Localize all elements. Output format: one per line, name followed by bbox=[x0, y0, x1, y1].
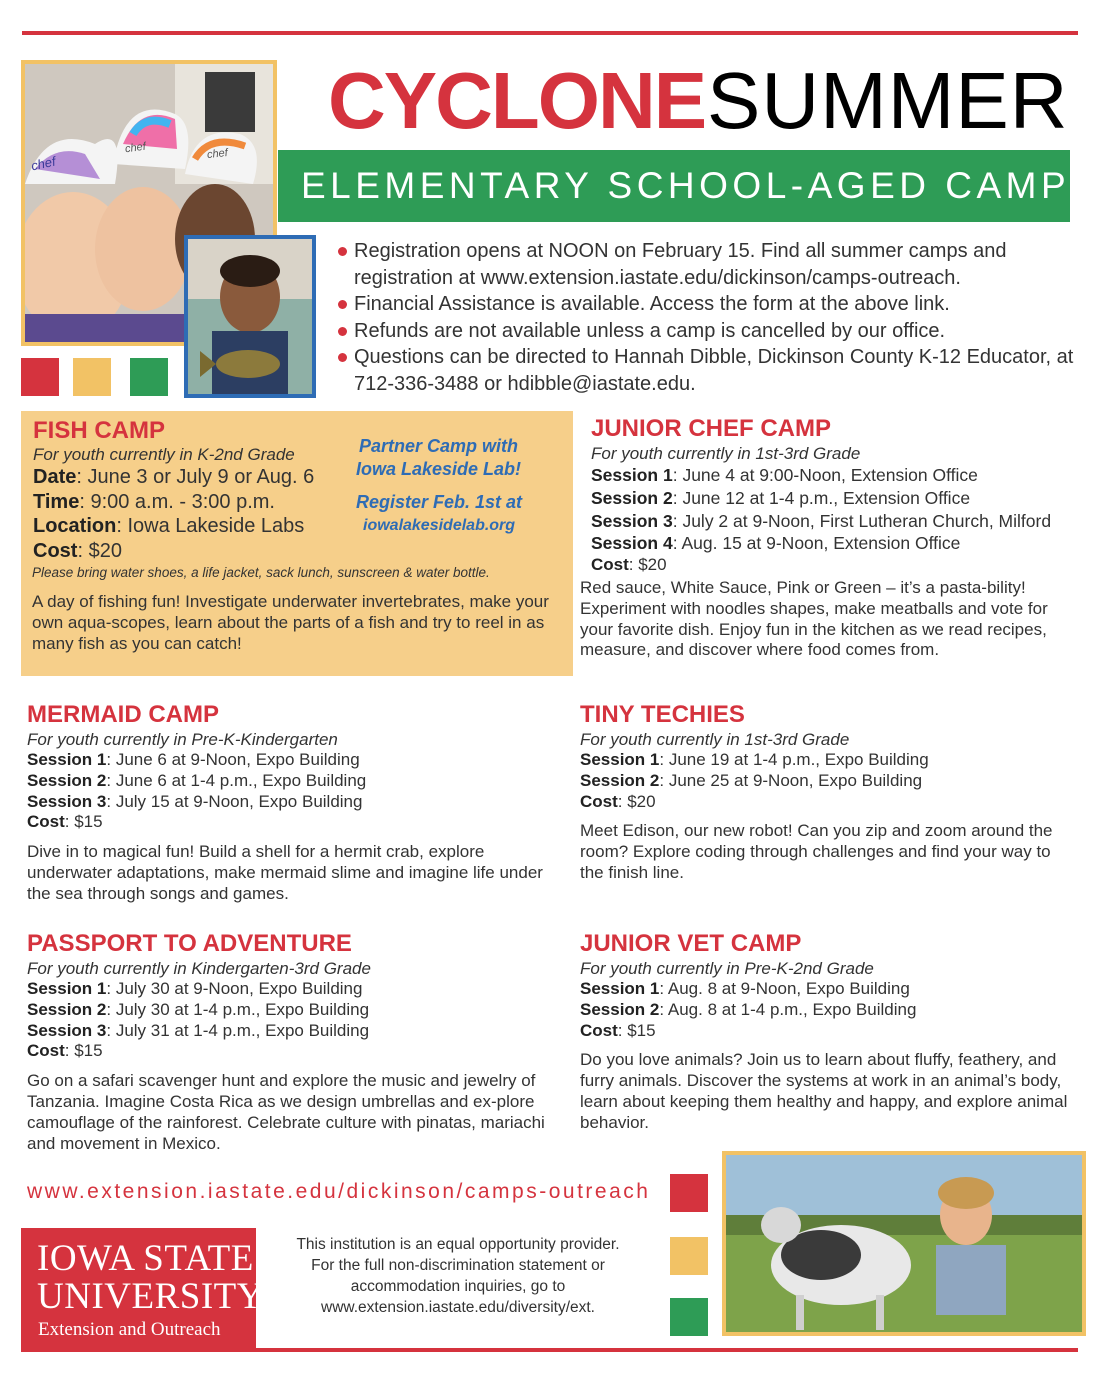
junior-vet-title: JUNIOR VET CAMP bbox=[580, 930, 802, 957]
bullet-financial: Financial Assistance is available. Access the form at the above link. bbox=[336, 291, 1076, 318]
mermaid-session-2: Session 2: June 6 at 1-4 p.m., Expo Building bbox=[27, 770, 367, 790]
mermaid-session-3: Session 3: July 15 at 9-Noon, Expo Building bbox=[27, 791, 363, 811]
passport-title: PASSPORT TO ADVENTURE bbox=[27, 930, 352, 957]
gold-square-bottom bbox=[670, 1237, 708, 1275]
bullet-questions: Questions can be directed to Hannah Dibble, Dickinson County K-12 Educator, at 712-336-3488 or hdibble@iastate.edu. bbox=[336, 344, 1076, 397]
info-bullets bbox=[336, 238, 1076, 397]
fish-camp-location: Location: Iowa Lakeside Labs bbox=[33, 515, 305, 537]
mermaid-desc: Dive in to magical fun! Build a shell for a hermit crab, explore underwater adaptations, make mermaid slime and imagine life under the sea through songs and games. bbox=[27, 842, 543, 903]
eq-line-2: For the full non-discrimination statement or bbox=[311, 1257, 605, 1274]
tiny-techies-title: TINY TECHIES bbox=[580, 701, 745, 728]
junior-vet-session-1: Session 1: Aug. 8 at 9-Noon, Expo Building bbox=[580, 979, 910, 998]
fish-camp-grade: For youth currently in K-2nd Grade bbox=[33, 445, 295, 464]
junior-chef-desc: Red sauce, White Sauce, Pink or Green – it’s a pasta-bility! Experiment with noodles shapes, make meatballs and vote for your favorite dish. Enjoy fun in the kitchen as we read recipes, measure, and discover where food comes from. bbox=[580, 578, 1048, 660]
green-square bbox=[130, 358, 168, 396]
passport-grade: For youth currently in Kindergarten-3rd Grade bbox=[27, 959, 371, 978]
red-square bbox=[21, 358, 59, 396]
equal-opportunity-statement bbox=[266, 1234, 650, 1318]
eq-line-1: This institution is an equal opportunity provider. bbox=[296, 1236, 620, 1253]
boy-goat-photo bbox=[722, 1151, 1086, 1336]
passport-cost: Cost: $15 bbox=[27, 1041, 103, 1061]
bottom-divider bbox=[22, 1348, 1078, 1352]
mermaid-section bbox=[27, 701, 557, 905]
eq-line-3: accommodation inquiries, go to bbox=[350, 1278, 566, 1295]
passport-session-3: Session 3: July 31 at 1-4 p.m., Expo Building bbox=[27, 1020, 370, 1040]
partner-callout bbox=[356, 435, 521, 481]
gold-square bbox=[73, 358, 111, 396]
passport-session-2: Session 2: July 30 at 1-4 p.m., Expo Building bbox=[27, 999, 370, 1019]
title-cyclone: CYCLONE bbox=[328, 56, 706, 145]
hat-label-1: chef bbox=[29, 153, 57, 174]
hat-label-3: chef bbox=[206, 146, 229, 162]
logo-line-2: UNIVERSITY bbox=[37, 1276, 264, 1317]
junior-vet-desc: Do you love animals? Join us to learn about fluffy, feathery, and furry animals. Discover the systems at work in an animal’s body, learn about keeping them healthy and happy, and explore animal behavior. bbox=[580, 1050, 1068, 1132]
title-summer: SUMMER bbox=[707, 56, 1069, 145]
fish-camp-note: Please bring water shoes, a life jacket, sack lunch, sunscreen & water bottle. bbox=[32, 565, 490, 580]
passport-session-1: Session 1: July 30 at 9-Noon, Expo Building bbox=[27, 979, 363, 998]
mermaid-title: MERMAID CAMP bbox=[27, 701, 219, 728]
fish-camp-desc: A day of fishing fun! Investigate underwater invertebrates, make your own aqua-scopes, learn about the parts of a fish and try to reel in as many fish as you can catch! bbox=[32, 592, 549, 653]
tiny-techies-session-1: Session 1: June 19 at 1-4 p.m., Expo Building bbox=[580, 750, 929, 769]
green-square-bottom bbox=[670, 1298, 708, 1336]
boy-fish-photo bbox=[184, 235, 316, 398]
junior-vet-cost: Cost: $15 bbox=[580, 1020, 656, 1040]
junior-chef-grade: For youth currently in 1st-3rd Grade bbox=[591, 444, 861, 463]
junior-chef-session-1: Session 1: June 4 at 9:00-Noon, Extension Office bbox=[591, 465, 978, 485]
junior-chef-title: JUNIOR CHEF CAMP bbox=[591, 415, 832, 442]
banner-elementary: ELEMENTARY SCHOOL-AGED CAMPS bbox=[278, 150, 1070, 222]
tiny-techies-section bbox=[580, 701, 1075, 884]
fish-camp-panel bbox=[21, 411, 573, 676]
register-line-2: iowalakesidelab.org bbox=[363, 517, 516, 534]
junior-vet-section bbox=[580, 930, 1075, 1134]
logo-line-3: Extension and Outreach bbox=[38, 1319, 221, 1340]
junior-chef-cost: Cost: $20 bbox=[591, 555, 667, 575]
junior-chef-session-3: Session 3: July 2 at 9-Noon, First Lutheran Church, Milford bbox=[591, 510, 1052, 531]
register-callout bbox=[356, 491, 522, 537]
hat-label-2: chef bbox=[124, 140, 147, 156]
mermaid-session-1: Session 1: June 6 at 9-Noon, Expo Building bbox=[27, 750, 360, 769]
mermaid-cost: Cost: $15 bbox=[27, 812, 103, 832]
junior-vet-session-2: Session 2: Aug. 8 at 1-4 p.m., Expo Building bbox=[580, 999, 917, 1019]
passport-section bbox=[27, 930, 567, 1154]
tiny-techies-desc: Meet Edison, our new robot! Can you zip and zoom around the room? Explore coding through challenges and find your way to the finish line. bbox=[580, 821, 1053, 882]
isu-logo bbox=[21, 1228, 264, 1352]
partner-line-2: Iowa Lakeside Lab! bbox=[356, 459, 522, 479]
junior-chef-session-4: Session 4: Aug. 15 at 9-Noon, Extension Office bbox=[591, 533, 961, 554]
bullet-refunds: Refunds are not available unless a camp is cancelled by our office. bbox=[336, 318, 1076, 345]
fish-camp-date: Date: June 3 or July 9 or Aug. 6 bbox=[33, 466, 315, 488]
bullet-registration: Registration opens at NOON on February 15. Find all summer camps and registration at www.extension.iastate.edu/dickinson/camps-outreach. bbox=[336, 238, 1076, 291]
junior-chef-section bbox=[591, 415, 1091, 576]
partner-line-1: Partner Camp with bbox=[359, 436, 519, 456]
fish-camp-cost: Cost: $20 bbox=[33, 540, 122, 562]
junior-chef-session-2: Session 2: June 12 at 1-4 p.m., Extension Office bbox=[591, 487, 971, 508]
register-line-1: Register Feb. 1st at bbox=[356, 492, 523, 512]
top-divider bbox=[22, 31, 1078, 35]
fish-camp-time: Time: 9:00 a.m. - 3:00 p.m. bbox=[33, 491, 275, 513]
logo-line-1: IOWA STATE bbox=[37, 1238, 254, 1279]
camps-url-link[interactable]: www.extension.iastate.edu/dickinson/camps-outreach bbox=[27, 1180, 651, 1203]
eq-line-4[interactable]: www.extension.iastate.edu/diversity/ext. bbox=[321, 1299, 595, 1316]
tiny-techies-cost: Cost: $20 bbox=[580, 791, 656, 811]
tiny-techies-session-2: Session 2: June 25 at 9-Noon, Expo Building bbox=[580, 770, 923, 790]
tiny-techies-grade: For youth currently in 1st-3rd Grade bbox=[580, 730, 850, 749]
fish-camp-title: FISH CAMP bbox=[33, 417, 165, 444]
passport-desc: Go on a safari scavenger hunt and explore the music and jewelry of Tanzania. Imagine Costa Rica as we design umbrellas and ex-plore camouflage of the rainforest. Celebrate culture with pinatas, mariachi and movement in Mexico. bbox=[27, 1071, 545, 1153]
junior-vet-grade: For youth currently in Pre-K-2nd Grade bbox=[580, 959, 874, 978]
mermaid-grade: For youth currently in Pre-K-Kindergarten bbox=[27, 730, 338, 749]
red-square-bottom bbox=[670, 1174, 708, 1212]
